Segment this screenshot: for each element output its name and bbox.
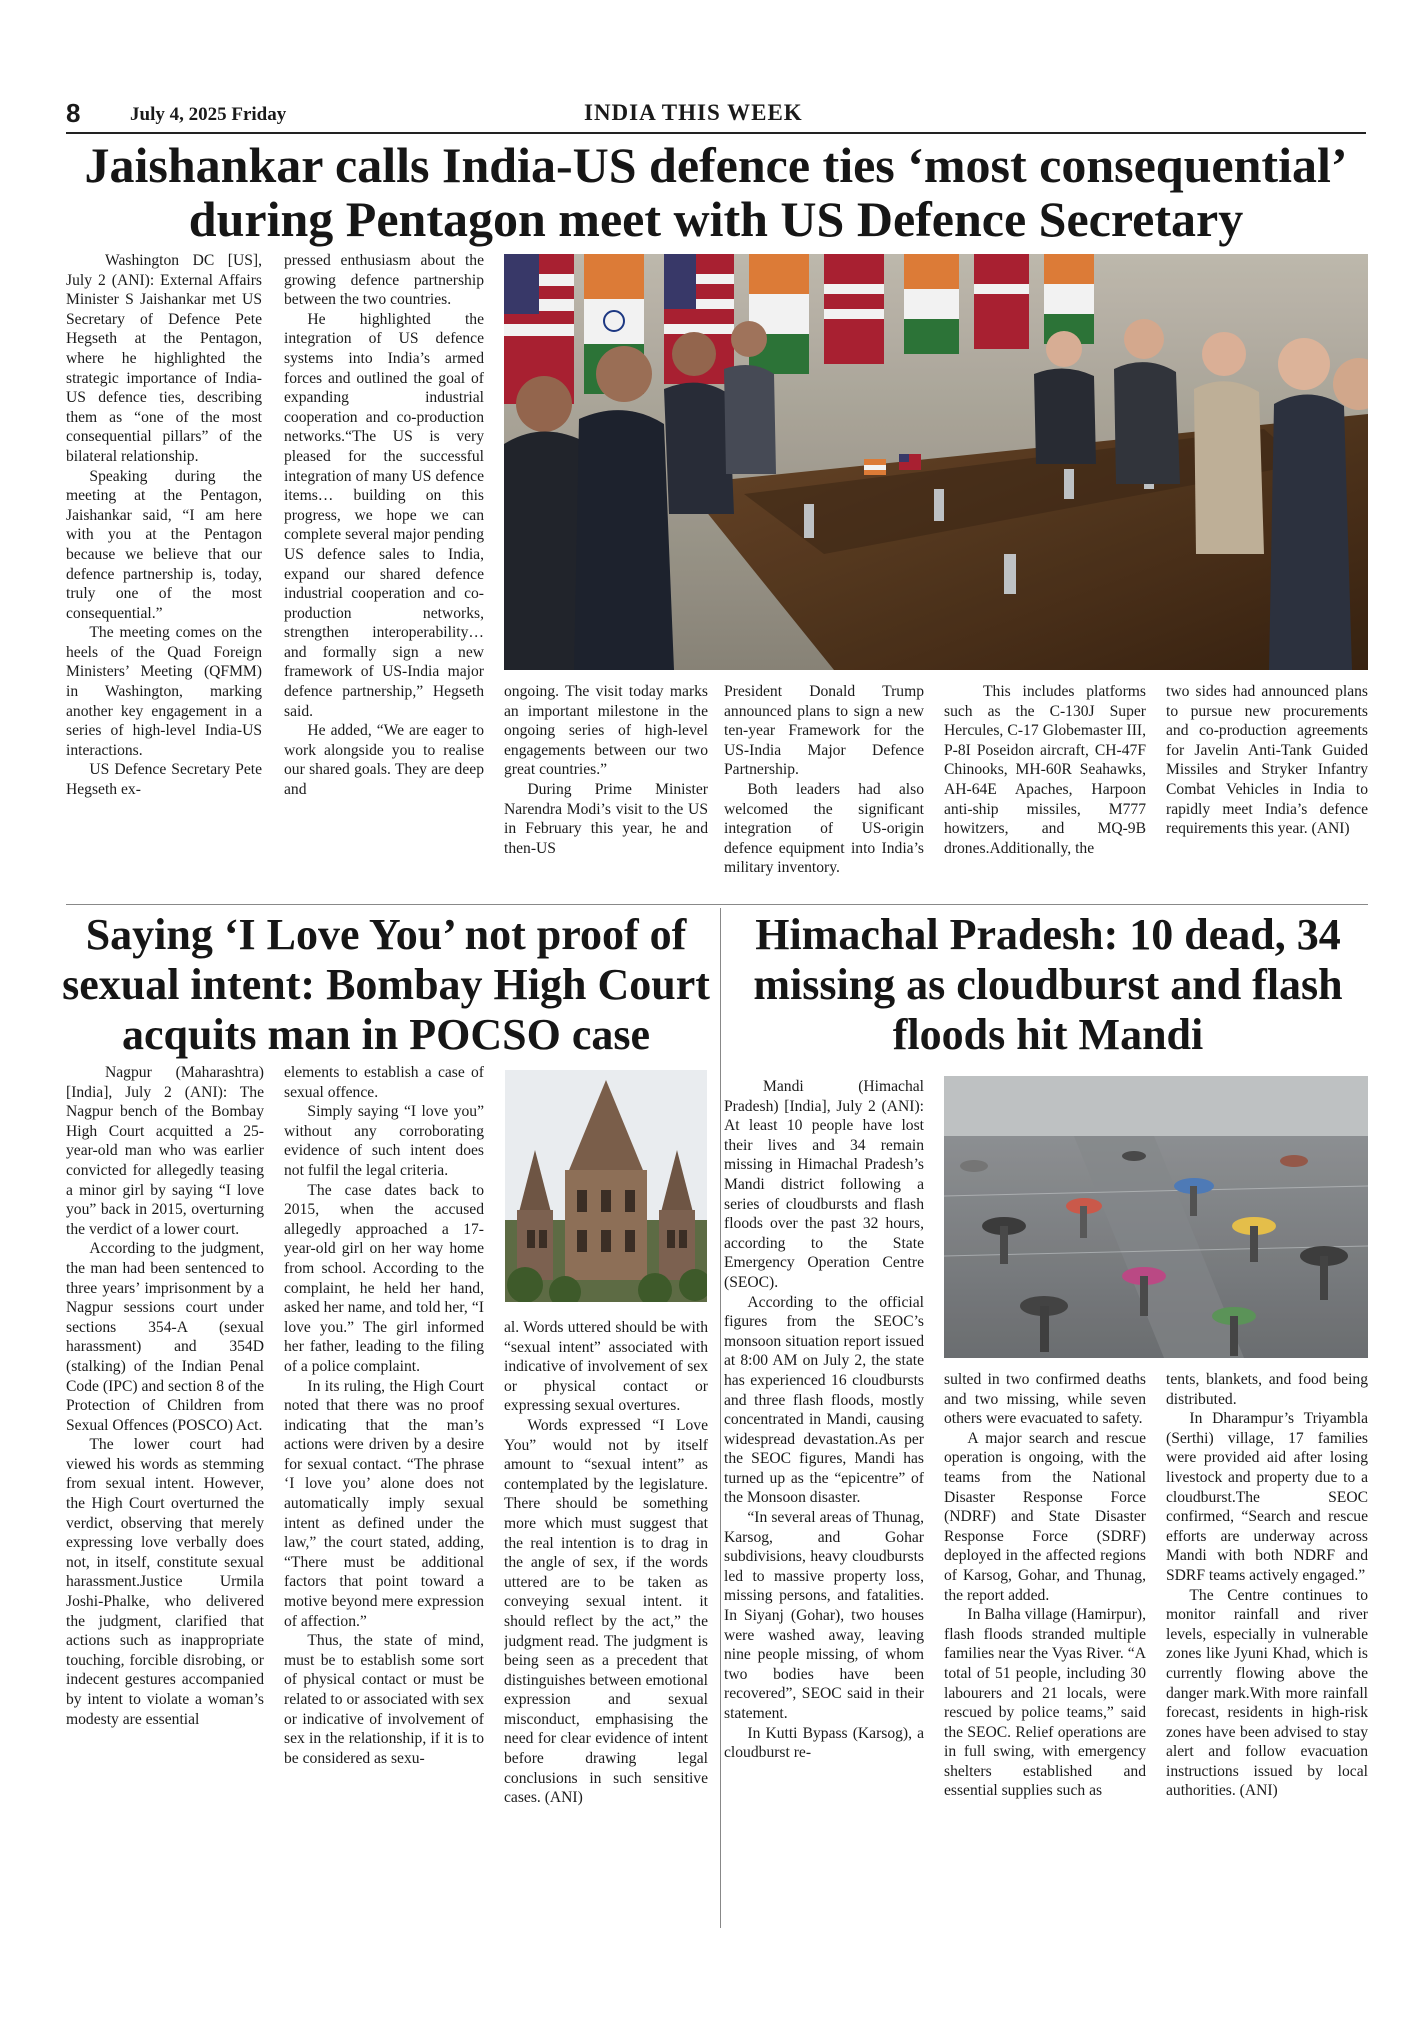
court-building-illustration — [505, 1070, 707, 1302]
paragraph: two sides had announced plans to pursue new procurements and co-production agreements for Javelin Anti-Tank Guided Missiles and Stryker Infantry Combat Vehicles in India to rapidly meet India’s defence requirements this year. (ANI) — [1166, 683, 1368, 838]
paragraph: He added, “We are eager to work alongside you to realise our shared goals. They are deep and — [284, 722, 484, 799]
article-3-column-1 — [724, 1077, 924, 1932]
flood-street-photo — [944, 1076, 1368, 1358]
paragraph: President Donald Trump announced plans to sign a new ten-year Framework for the US-India Major Defence Partnership. — [724, 683, 924, 779]
article-2-column-1 — [66, 1063, 264, 1933]
rainy-street-illustration — [944, 1076, 1368, 1358]
article-1-column-6 — [1166, 682, 1368, 902]
paragraph: Words expressed “I Love You” would not by itself amount to “sexual intent” as contemplated by the legislature. There should be something more which must suggest that the real intention is to drag in the angle of sex, if the words uttered are to be taken as conveying sexual intent. it should reflect by the act,” the judgment read. The judgment is being seen as a precedent that distinguishes between emotional expression and sexual misconduct, emphasising the need for clear evidence of intent before drawing legal conclusions in such sensitive cases. (ANI) — [504, 1416, 708, 1807]
paragraph: Simply saying “I love you” without any corroborating evidence of such intent does not fulfil the legal criteria. — [284, 1103, 484, 1179]
paragraph: sulted in two confirmed deaths and two missing, while seven others were evacuated to safety. — [944, 1371, 1146, 1428]
article-1-headline: Jaishankar calls India-US defence ties ‘most consequential’ during Pentagon meet with US Defence Secretary — [84, 137, 1348, 247]
paragraph: A major search and rescue operation is ongoing, with the teams from the National Disaster Response Force (NDRF) and State Disaster Response Force (SDRF) deployed in the affected regions of Karsog, Gohar, and Thunag, the report added. — [944, 1429, 1146, 1604]
article-3-column-3 — [1166, 1370, 1368, 1932]
paragraph: Speaking during the meeting at the Pentagon, Jaishankar said, “I am here with you at the Pentagon because we believe that our defence partnership is, today, truly one of the most consequential.” — [66, 467, 262, 622]
paragraph: elements to establish a case of sexual offence. — [284, 1064, 484, 1101]
paragraph: This includes platforms such as the C-130J Super Hercules, C-17 Globemaster III, P-8I Poseidon aircraft, CH-47F Chinooks, MH-60R Seahawks, AH-64E Apaches, Harpoon anti-ship missiles, M777 howitzers, and MQ-9B drones.Additionally, the — [944, 683, 1146, 857]
paragraph: al. Words uttered should be with “sexual intent” associated with indicative of involvement of sex or physical contact or expressing sexual overtures. — [504, 1319, 708, 1415]
paragraph: The meeting comes on the heels of the Quad Foreign Ministers’ Meeting (QFMM) in Washington, marking another key engagement in a series of high-level India-US interactions. — [66, 624, 262, 759]
paragraph: Both leaders had also welcomed the significant integration of US-origin defence equipment into India’s military inventory. — [724, 780, 924, 877]
paragraph: According to the judgment, the man had been sentenced to three years’ imprisonment by a Nagpur sessions court under sections 354-A (sexual harassment) and 354D (stalking) of the Indian Penal Code (IPC) and section 8 of the Protection of Children from Sexual Offences (POSCO) Act. — [66, 1240, 264, 1434]
meeting-photo-illustration — [504, 254, 1368, 670]
article-1-column-3 — [504, 682, 708, 902]
paragraph: tents, blankets, and food being distributed. — [1166, 1371, 1368, 1408]
paragraph: Washington DC [US], July 2 (ANI): External Affairs Minister S Jaishankar met US Secretary of Defence Pete Hegseth at the Pentagon, where he highlighted the strategic importance of India-US defence ties, describing them as “one of the most consequential pillars” of the bilateral relationship. — [66, 252, 262, 465]
article-3-column-2 — [944, 1370, 1146, 1932]
paragraph: The case dates back to 2015, when the accused allegedly approached a 17-year-old girl on her way home from school. According to the complaint, he held her hand, asked her name, and told her, “I love you.” The girl informed her father, leading to the filing of a police complaint. — [284, 1181, 484, 1375]
paragraph: US Defence Secretary Pete Hegseth ex- — [66, 761, 262, 799]
paragraph: In its ruling, the High Court noted that there was no proof indicating that the man’s actions were driven by a desire for sexual contact. “The phrase ‘I love you’ alone does not automatically imply sexual intent as defined under the law,” the court stated, adding, “There must be additional factors that point toward a motive beyond mere expression of affection.” — [284, 1377, 484, 1630]
paragraph: In Dharampur’s Triyambla (Serthi) village, 17 families were provided aid after losing livestock and property due to a cloudburst.The SEOC confirmed, “Search and rescue efforts are underway across Mandi with both NDRF and SDRF teams actively engaged.” — [1166, 1410, 1368, 1584]
article-2-column-2 — [284, 1063, 484, 1933]
paragraph: Thus, the state of mind, must be to establish some sort of physical contact or must be related to or associated with sex or indicative of involvement of sex in the relationship, if it is to be considered as sexu- — [284, 1632, 484, 1767]
paragraph: ongoing. The visit today marks an important milestone in the ongoing series of high-level engagements between our two great countries.” — [504, 683, 708, 779]
paragraph: The lower court had viewed his words as stemming from sexual intent. However, the High Court overturned the verdict, observing that merely expressing love verbally does not, in itself, constitute sexual harassment.Justice Urmila Joshi-Phalke, who delivered the judgment, clarified that actions such as inappropriate touching, forcible disrobing, or indecent gestures accompanied by intent to violate a woman’s modesty are essential — [66, 1436, 264, 1728]
masthead — [66, 98, 1366, 134]
paragraph: Mandi (Himachal Pradesh) [India], July 2 (ANI): At least 10 people have lost their lives and 34 remain missing in Himachal Pradesh’s Mandi district following a series of cloudbursts and flash floods over the past 32 hours, according to the State Emergency Operation Centre (SEOC). — [724, 1078, 924, 1291]
vertical-divider — [720, 908, 721, 1928]
article-3-headline: Himachal Pradesh: 10 dead, 34 missing as cloudburst and flash floods hit Mandi — [753, 910, 1343, 1059]
paragraph: pressed enthusiasm about the growing defence partnership between the two countries. — [284, 252, 484, 309]
article-2-column-3 — [504, 1318, 708, 1933]
paragraph: He highlighted the integration of US defence systems into India’s armed forces and outlined the goal of expanding industrial cooperation and co-production networks.“The US is very pleased for the successful integration of many US defence items… building on this progress, we hope we can complete several major pending US defence sales to India, expand our shared defence industrial cooperation and co-production networks, strengthen interoperability… and formally sign a new framework of US-India major defence partnership,” Hegseth said. — [284, 310, 484, 720]
section-title: INDIA THIS WEEK — [584, 100, 803, 125]
horizontal-divider — [66, 904, 1368, 905]
article-1-column-5 — [944, 682, 1146, 902]
paragraph: In Kutti Bypass (Karsog), a cloudburst re- — [724, 1724, 924, 1762]
paragraph: “In several areas of Thunag, Karsog, and Gohar subdivisions, heavy cloudbursts led to massive property loss, missing persons, and fatalities. In Siyanj (Gohar), two houses were washed away, leaving nine people missing, of whom two bodies have been recovered”, SEOC said in their statement. — [724, 1509, 924, 1722]
paragraph: Nagpur (Maharashtra) [India], July 2 (ANI): The Nagpur bench of the Bombay High Court acquitted a 25-year-old man who was earlier convicted for allegedly teasing a minor girl by saying “I love you” back in 2015, overturning the verdict of a lower court. — [66, 1064, 264, 1238]
bombay-high-court-photo — [505, 1070, 707, 1302]
article-2-headline: Saying ‘I Love You’ not proof of sexual intent: Bombay High Court acquits man in POCSO case — [62, 910, 710, 1059]
paragraph: During Prime Minister Narendra Modi’s visit to the US in February this year, he and then-US — [504, 780, 708, 857]
page-number: 8 — [66, 98, 81, 128]
issue-date: July 4, 2025 Friday — [130, 104, 287, 125]
paragraph: The Centre continues to monitor rainfall and river levels, especially in vulnerable zones like Jyuni Khad, which is currently flowing above the danger mark.With more rainfall forecast, residents in high-risk zones have been advised to stay alert and follow evacuation instructions issued by local authorities. (ANI) — [1166, 1586, 1368, 1800]
article-1-column-2 — [284, 251, 484, 903]
paragraph: According to the official figures from the SEOC’s monsoon situation report issued at 8:00 AM on July 2, the state has experienced 16 cloudbursts and three flash floods, mostly concentrated in Mandi, causing widespread devastation.As per the SEOC figures, Mandi has turned up as the “epicentre” of the Monsoon disaster. — [724, 1293, 924, 1507]
pentagon-meeting-photo — [504, 254, 1368, 670]
article-1-column-1 — [66, 251, 262, 903]
paragraph: In Balha village (Hamirpur), flash floods stranded multiple families near the Vyas River. “A total of 51 people, including 30 labourers and 21 locals, were rescued by police teams,” said the SEOC. Relief operations are in full swing, with emergency shelters established and essential supplies such as — [944, 1606, 1146, 1800]
article-1-column-4 — [724, 682, 924, 902]
